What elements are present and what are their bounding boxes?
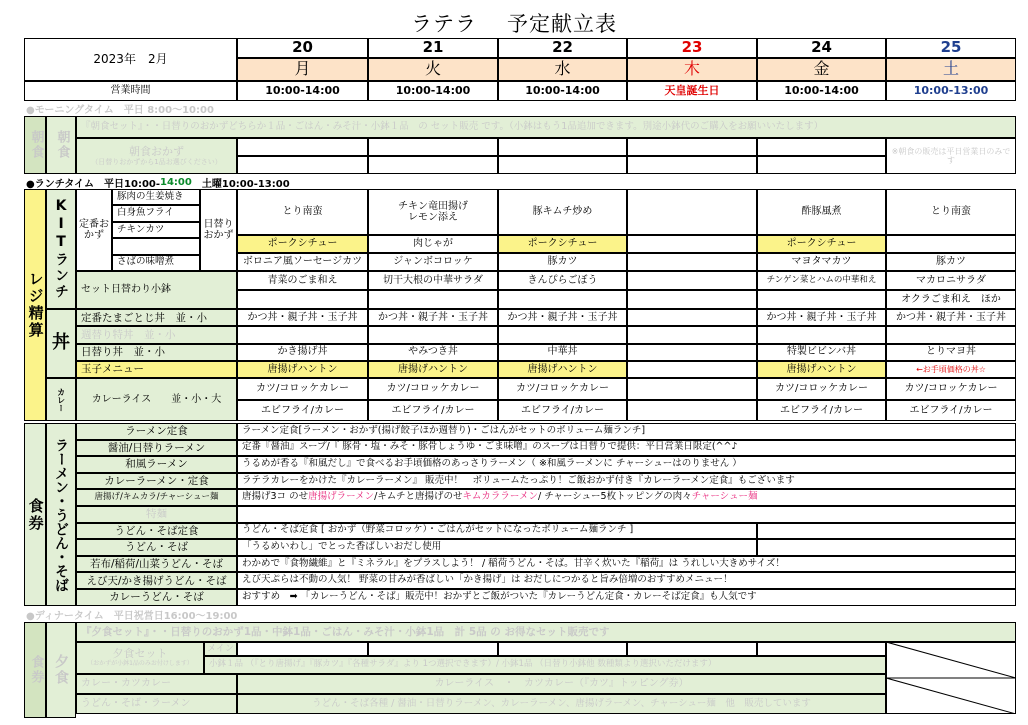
kit-r4-cell: マカロニサラダ	[886, 271, 1016, 290]
kit-r4-cell: 青菜のごま和え	[237, 271, 368, 290]
curry-cell	[627, 400, 757, 422]
curry-rice-label: カレーライス 並・小・大	[76, 378, 237, 421]
kit-r3-cell: 豚カツ	[886, 253, 1016, 271]
curry-cell	[627, 378, 757, 400]
don-cell: かつ丼・親子丼・玉子丼	[237, 309, 368, 326]
day-hours-1: 10:00-14:00	[368, 81, 498, 101]
teiban-item	[112, 238, 200, 254]
don-row-label: 週替り特丼 並・小	[76, 326, 237, 343]
dinner-yu-label: 夕食セット	[112, 647, 168, 661]
ticket-row-desc: おすすめ ➡ 「カレーうどん・そば」販売中！おかずとご飯がついた『カレーうどん定食・カレーそば定食』も人気です	[237, 589, 1016, 606]
dinner-bar: ●ディナータイム 平日祝営日16:00～19:00	[26, 611, 238, 622]
kit-r2-cell	[886, 235, 1016, 253]
title-main: ラテラ	[411, 12, 477, 36]
morning-okazu-note: （日替りおかずから1品お選びください）	[91, 158, 222, 167]
ticket-row-desc	[237, 489, 1016, 506]
curry-cell: カツ/コロッケカレー	[368, 378, 498, 400]
kit-r4-cell: きんぴらごぼう	[498, 271, 627, 290]
don-cell: かつ丼・親子丼・玉子丼	[886, 309, 1016, 326]
lunch-bar	[24, 175, 1016, 189]
kit-r5-cell	[627, 290, 757, 309]
curry-cell: カツ/コロッケカレー	[757, 378, 886, 400]
reji-label: レジ精算	[24, 189, 46, 421]
day-weekday-0: 月	[237, 58, 368, 81]
title-sub: 予定献立表	[507, 12, 617, 36]
dinner-cell	[368, 642, 498, 656]
don-cell: かき揚げ丼	[237, 344, 368, 361]
kit-r2-cell: 肉じゃが	[368, 235, 498, 253]
day-number-5: 25	[886, 38, 1016, 58]
day-number-0: 20	[237, 38, 368, 58]
morning-set-line: 『朝食セット』・・日替りのおかずどちらか１品・ごはん・みそ汁・小鉢１品 の セット販売 です。（小鉢はもう1品追加できます。別途小鉢代のご購入をお願いいたします）	[76, 116, 1016, 138]
don-cell: 中華丼	[498, 344, 627, 361]
higawari-label: 日替りおかず	[200, 189, 237, 271]
day-number-1: 21	[368, 38, 498, 58]
lunch-bar-c: 土曜10:00-13:00	[191, 178, 290, 190]
don-cell	[627, 344, 757, 361]
dinner-kobachi-line: 小鉢１品 （『とり唐揚げ』『豚カツ』『各種サラダ』より 1つ選択できます）/ 小鉢1品 （日替り小鉢他 数種類より選択いただけます）	[204, 656, 886, 674]
morning-bar: ●モーニングタイム 平日 8:00～10:00	[24, 101, 1016, 116]
day-hours-5: 10:00-13:00	[886, 81, 1016, 101]
don-cell	[498, 326, 627, 343]
don-cell: 唐揚げハントン	[368, 361, 498, 378]
kit-r3-cell: ボロニア風ソーセージカツ	[237, 253, 368, 271]
kit-r2-cell: ポークシチュー	[757, 235, 886, 253]
curry-cell: エビフライ/カレー	[498, 400, 627, 422]
kit-r4-cell: 切干大根の中華サラダ	[368, 271, 498, 290]
ticket-row-desc: わかめで『食物繊維』と『ミネラル』をプラスしよう！ / 稲荷うどん・そば。甘辛く炊いた『稲荷』は うれしい大きめサイズ！	[237, 556, 1016, 573]
day-hours-0: 10:00-14:00	[237, 81, 368, 101]
kit-label: KITランチ	[46, 189, 76, 309]
morning-cell	[498, 138, 627, 156]
dinner-curry-label: カレー・カツカレー	[76, 674, 237, 694]
kobachi-label: セット日替わり小鉢	[76, 271, 237, 309]
morning-cell	[757, 156, 886, 174]
don-cell: 唐揚げハントン	[237, 361, 368, 378]
don-cell: かつ丼・親子丼・玉子丼	[757, 309, 886, 326]
curry-cell: カツ/コロッケカレー	[237, 378, 368, 400]
don-cell	[368, 326, 498, 343]
ticket-row-desc: 「うるめいわし」でとった香ばしいおだし使用	[237, 539, 757, 556]
teiban-label: 定番おかず	[76, 189, 112, 271]
ticket-row-blank	[757, 539, 1016, 556]
kit-r5-cell	[498, 290, 627, 309]
kit-r1-cell: 酢豚風煮	[757, 189, 886, 235]
dinner-udon-text: うどん・そば各種 / 醤油・日替りラーメン、カレーラーメン、唐揚げラーメン、チャーシュー麺 他 販売しています	[237, 694, 886, 714]
curry-cell: エビフライ/カレー	[757, 400, 886, 422]
kit-r1-cell: チキン竜田揚げ レモン添え	[368, 189, 498, 235]
morning-cell	[498, 156, 627, 174]
don-cell	[757, 326, 886, 343]
ticket-row-label: 若布/稲荷/山菜うどん・そば	[76, 556, 237, 573]
ticket-row-label: カレーうどん・そば	[76, 589, 237, 606]
don-cell: かつ丼・親子丼・玉子丼	[368, 309, 498, 326]
dinner-set-line: 『夕食セット』・・日替りのおかず1品・中鉢1品・ごはん・みそ汁・小鉢1品 計 5品 の お得なセット販売です	[76, 622, 1016, 642]
ticket-label: 食券	[24, 423, 46, 606]
ticket-row-desc: うるめが香る『和風だし』で食べるお手頃価格のあっさりラーメン（ ※和風ラーメンに チャーシューはのりません ）	[237, 456, 1016, 473]
don-cell: 唐揚げハントン	[757, 361, 886, 378]
ticket-row-label: 和風ラーメン	[76, 456, 237, 473]
ticket-row-label: えび天/かき揚げうどん・そば	[76, 572, 237, 589]
morning-cell	[627, 138, 757, 156]
morning-cell	[237, 138, 368, 156]
page-title	[0, 8, 1028, 38]
don-cell: ←お手頃価格の丼☆	[886, 361, 1016, 378]
kit-r3-cell: ジャンボコロッケ	[368, 253, 498, 271]
don-row-label: 定番たまごとじ丼 並・小	[76, 309, 237, 326]
morning-okazu	[76, 138, 237, 174]
dinner-mein: メイン	[204, 642, 237, 656]
ticket-row-label: ラーメン定食	[76, 423, 237, 440]
ticket-row-desc	[237, 506, 1016, 523]
day-weekday-2: 水	[498, 58, 627, 81]
don-row-label: 日替り丼 並・小	[76, 344, 237, 361]
year-month: 2023年 2月	[24, 38, 237, 81]
ticket-row-desc: うどん・そば定食 [ おかず（野菜コロッケ）・ごはんがセットになったボリューム麺ランチ ]	[237, 523, 757, 540]
kit-r5-cell	[368, 290, 498, 309]
menu-sheet	[24, 38, 1016, 718]
noodle-side-label: ラーメン・うどん・そば	[46, 423, 76, 606]
day-number-3: 23	[627, 38, 757, 58]
kit-r1-cell	[627, 189, 757, 235]
dinner-side-1: 食券	[24, 622, 46, 718]
ticket-desc-part: キムカララーメン	[462, 491, 538, 503]
morning-okazu-label: 朝食おかず	[129, 144, 184, 158]
don-cell	[627, 309, 757, 326]
dinner-cell	[757, 642, 886, 656]
curry-cell: エビフライ/カレー	[368, 400, 498, 422]
dinner-cell	[237, 642, 368, 656]
day-weekday-1: 火	[368, 58, 498, 81]
don-row-label: 玉子メニュー	[76, 361, 237, 378]
teiban-item: 豚肉の生姜焼き	[112, 189, 200, 205]
kit-r2-cell	[627, 235, 757, 253]
ticket-desc-part: チャーシュー麺	[691, 491, 758, 503]
kit-r4-cell	[627, 271, 757, 290]
ticket-row-blank	[757, 523, 1016, 540]
kit-r5-cell	[237, 290, 368, 309]
ticket-row-label: うどん・そば	[76, 539, 237, 556]
ticket-row-desc: ラーメン定食[ラーメン・おかず(揚げ餃子ほか週替り)・ごはんがセットのボリューム麺ランチ]	[237, 423, 1016, 440]
dinner-curry-text: カレーライス ・ カツカレー（『カツ』トッピング券）	[237, 674, 886, 694]
ticket-row-desc: えび天ぷらは不動の人気！ 野菜の甘みが香ばしい「かき揚げ」は おだしにつかると旨み倍増のおすすめメニュー！	[237, 572, 1016, 589]
don-cell	[627, 361, 757, 378]
curry-label: カレー	[46, 378, 76, 421]
teiban-item: さばの味噌煮	[112, 255, 200, 271]
morning-sat-note: ※朝食の販売は平日営業日のみです	[886, 138, 1016, 174]
morning-side-2: 朝食	[46, 116, 76, 174]
kit-r2-cell: ポークシチュー	[237, 235, 368, 253]
morning-cell	[627, 156, 757, 174]
dinner-yu-note: （おかずが小鉢1品のみお付けします）	[87, 659, 193, 667]
ticket-row-label: 唐揚げ/キムカラ/チャーシュー麺	[76, 489, 237, 506]
don-cell: かつ丼・親子丼・玉子丼	[498, 309, 627, 326]
lunch-bar-b: 14:00	[160, 176, 192, 188]
ticket-row-label: 醤油/日替りラーメン	[76, 440, 237, 457]
don-cell: 唐揚げハントン	[498, 361, 627, 378]
don-cell	[886, 326, 1016, 343]
curry-cell: エビフライ/カレー	[237, 400, 368, 422]
dinner-cell	[627, 642, 757, 656]
kit-r1-cell: とり南蛮	[886, 189, 1016, 235]
kit-r1-cell: 豚キムチ炒め	[498, 189, 627, 235]
dinner-udon-label: うどん・そば・ラーメン	[76, 694, 237, 714]
day-weekday-5: 土	[886, 58, 1016, 81]
ticket-row-label: カレーラーメン・定食	[76, 473, 237, 490]
kit-r3-cell: 豚カツ	[498, 253, 627, 271]
day-weekday-3: 木	[627, 58, 757, 81]
morning-cell	[368, 138, 498, 156]
day-hours-3: 天皇誕生日	[627, 81, 757, 101]
day-number-4: 24	[757, 38, 886, 58]
ticket-row-desc: ラテラカレーをかけた『カレーラーメン』 販売中！ ボリュームたっぷり！ご飯おかず付き『カレーラーメン定食』もございます	[237, 473, 1016, 490]
don-cell: やみつき丼	[368, 344, 498, 361]
dinner-side-2: 夕食	[46, 622, 76, 718]
ticket-desc-part: 唐揚げ3コ のせ	[242, 491, 309, 503]
kit-r5-note: オクラごま和え ほか	[886, 290, 1016, 309]
day-hours-4: 10:00-14:00	[757, 81, 886, 101]
don-cell	[627, 326, 757, 343]
ticket-desc-part: / チャーシュー5枚トッピングの肉々	[537, 491, 692, 503]
ticket-desc-part: 唐揚げラーメン	[308, 491, 375, 503]
curry-cell: エビフライ/カレー	[886, 400, 1016, 422]
lunch-bar-a: ●ランチタイム 平日10:00-	[26, 178, 161, 190]
teiban-item: チキンカツ	[112, 222, 200, 238]
ticket-desc-part: /キムチと唐揚げのせ	[374, 491, 463, 503]
ticket-row-label: 特麺	[76, 506, 237, 523]
kit-r4-cell: チンゲン菜とハムの中華和え	[757, 271, 886, 290]
don-cell: とりマヨ丼	[886, 344, 1016, 361]
ticket-row-label: うどん・そば定食	[76, 523, 237, 540]
teiban-item: 白身魚フライ	[112, 205, 200, 221]
dinner-sat-diagonal	[886, 642, 1016, 714]
curry-cell: カツ/コロッケカレー	[886, 378, 1016, 400]
don-cell: 特製ビビンバ丼	[757, 344, 886, 361]
kit-r1-cell: とり南蛮	[237, 189, 368, 235]
kit-r3-cell	[627, 253, 757, 271]
morning-side-1: 朝食	[24, 116, 46, 174]
morning-cell	[368, 156, 498, 174]
curry-cell: カツ/コロッケカレー	[498, 378, 627, 400]
ticket-row-desc: 定番『醤油』スープ/『 豚骨・塩・みそ・豚骨しょうゆ・ごま味噌』のスープは日替りで提供：平日営業日限定(^^♪	[237, 440, 1016, 457]
dinner-yu	[76, 642, 204, 674]
day-hours-2: 10:00-14:00	[498, 81, 627, 101]
kit-r2-cell: ポークシチュー	[498, 235, 627, 253]
kit-r3-cell: マヨタマカツ	[757, 253, 886, 271]
morning-cell	[757, 138, 886, 156]
morning-cell	[237, 156, 368, 174]
day-weekday-4: 金	[757, 58, 886, 81]
don-cell	[237, 326, 368, 343]
don-label: 丼	[46, 309, 76, 378]
kit-r5-cell	[757, 290, 886, 309]
hours-label: 営業時間	[24, 81, 237, 101]
day-number-2: 22	[498, 38, 627, 58]
dinner-cell	[498, 642, 627, 656]
